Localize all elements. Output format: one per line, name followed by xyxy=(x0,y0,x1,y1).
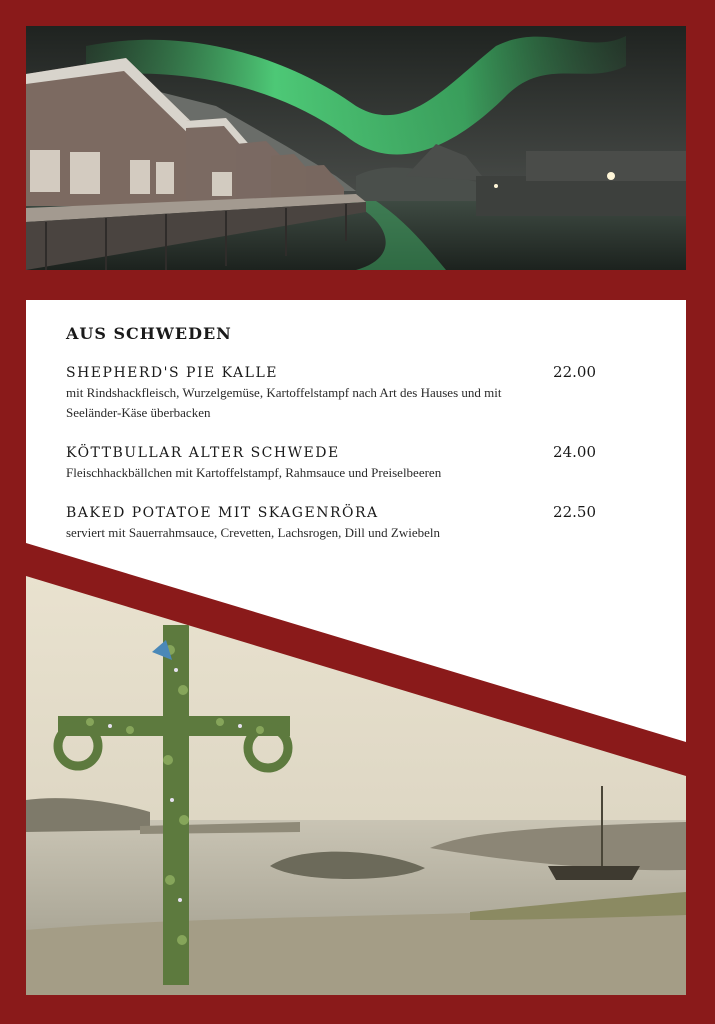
menu-item-price: 24.00 xyxy=(553,443,596,461)
menu-item xyxy=(66,503,606,543)
section-title: AUS SCHWEDEN xyxy=(66,324,232,343)
menu-item-name: KÖTTBULLAR ALTER SCHWEDE xyxy=(66,445,340,461)
menu-section xyxy=(66,324,606,563)
menu-item-price: 22.50 xyxy=(553,503,596,521)
menu-item-name: BAKED POTATOE MIT SKAGENRÖRA xyxy=(66,505,379,521)
menu-item-description: serviert mit Sauerrahmsauce, Crevetten, Lachsrogen, Dill und Zwiebeln xyxy=(66,525,440,540)
menu-item xyxy=(66,443,606,483)
menu-item-description: mit Rindshackfleisch, Wurzelgemüse, Kartoffelstampf nach Art des Hauses und mit Seeländer-Käse überbacken xyxy=(66,385,502,420)
menu-item xyxy=(66,363,606,423)
menu-item-name: SHEPHERD'S PIE KALLE xyxy=(66,365,278,381)
menu-item-price: 22.00 xyxy=(553,363,596,381)
menu-item-description: Fleischhackbällchen mit Kartoffelstampf, Rahmsauce und Preiselbeeren xyxy=(66,465,442,480)
